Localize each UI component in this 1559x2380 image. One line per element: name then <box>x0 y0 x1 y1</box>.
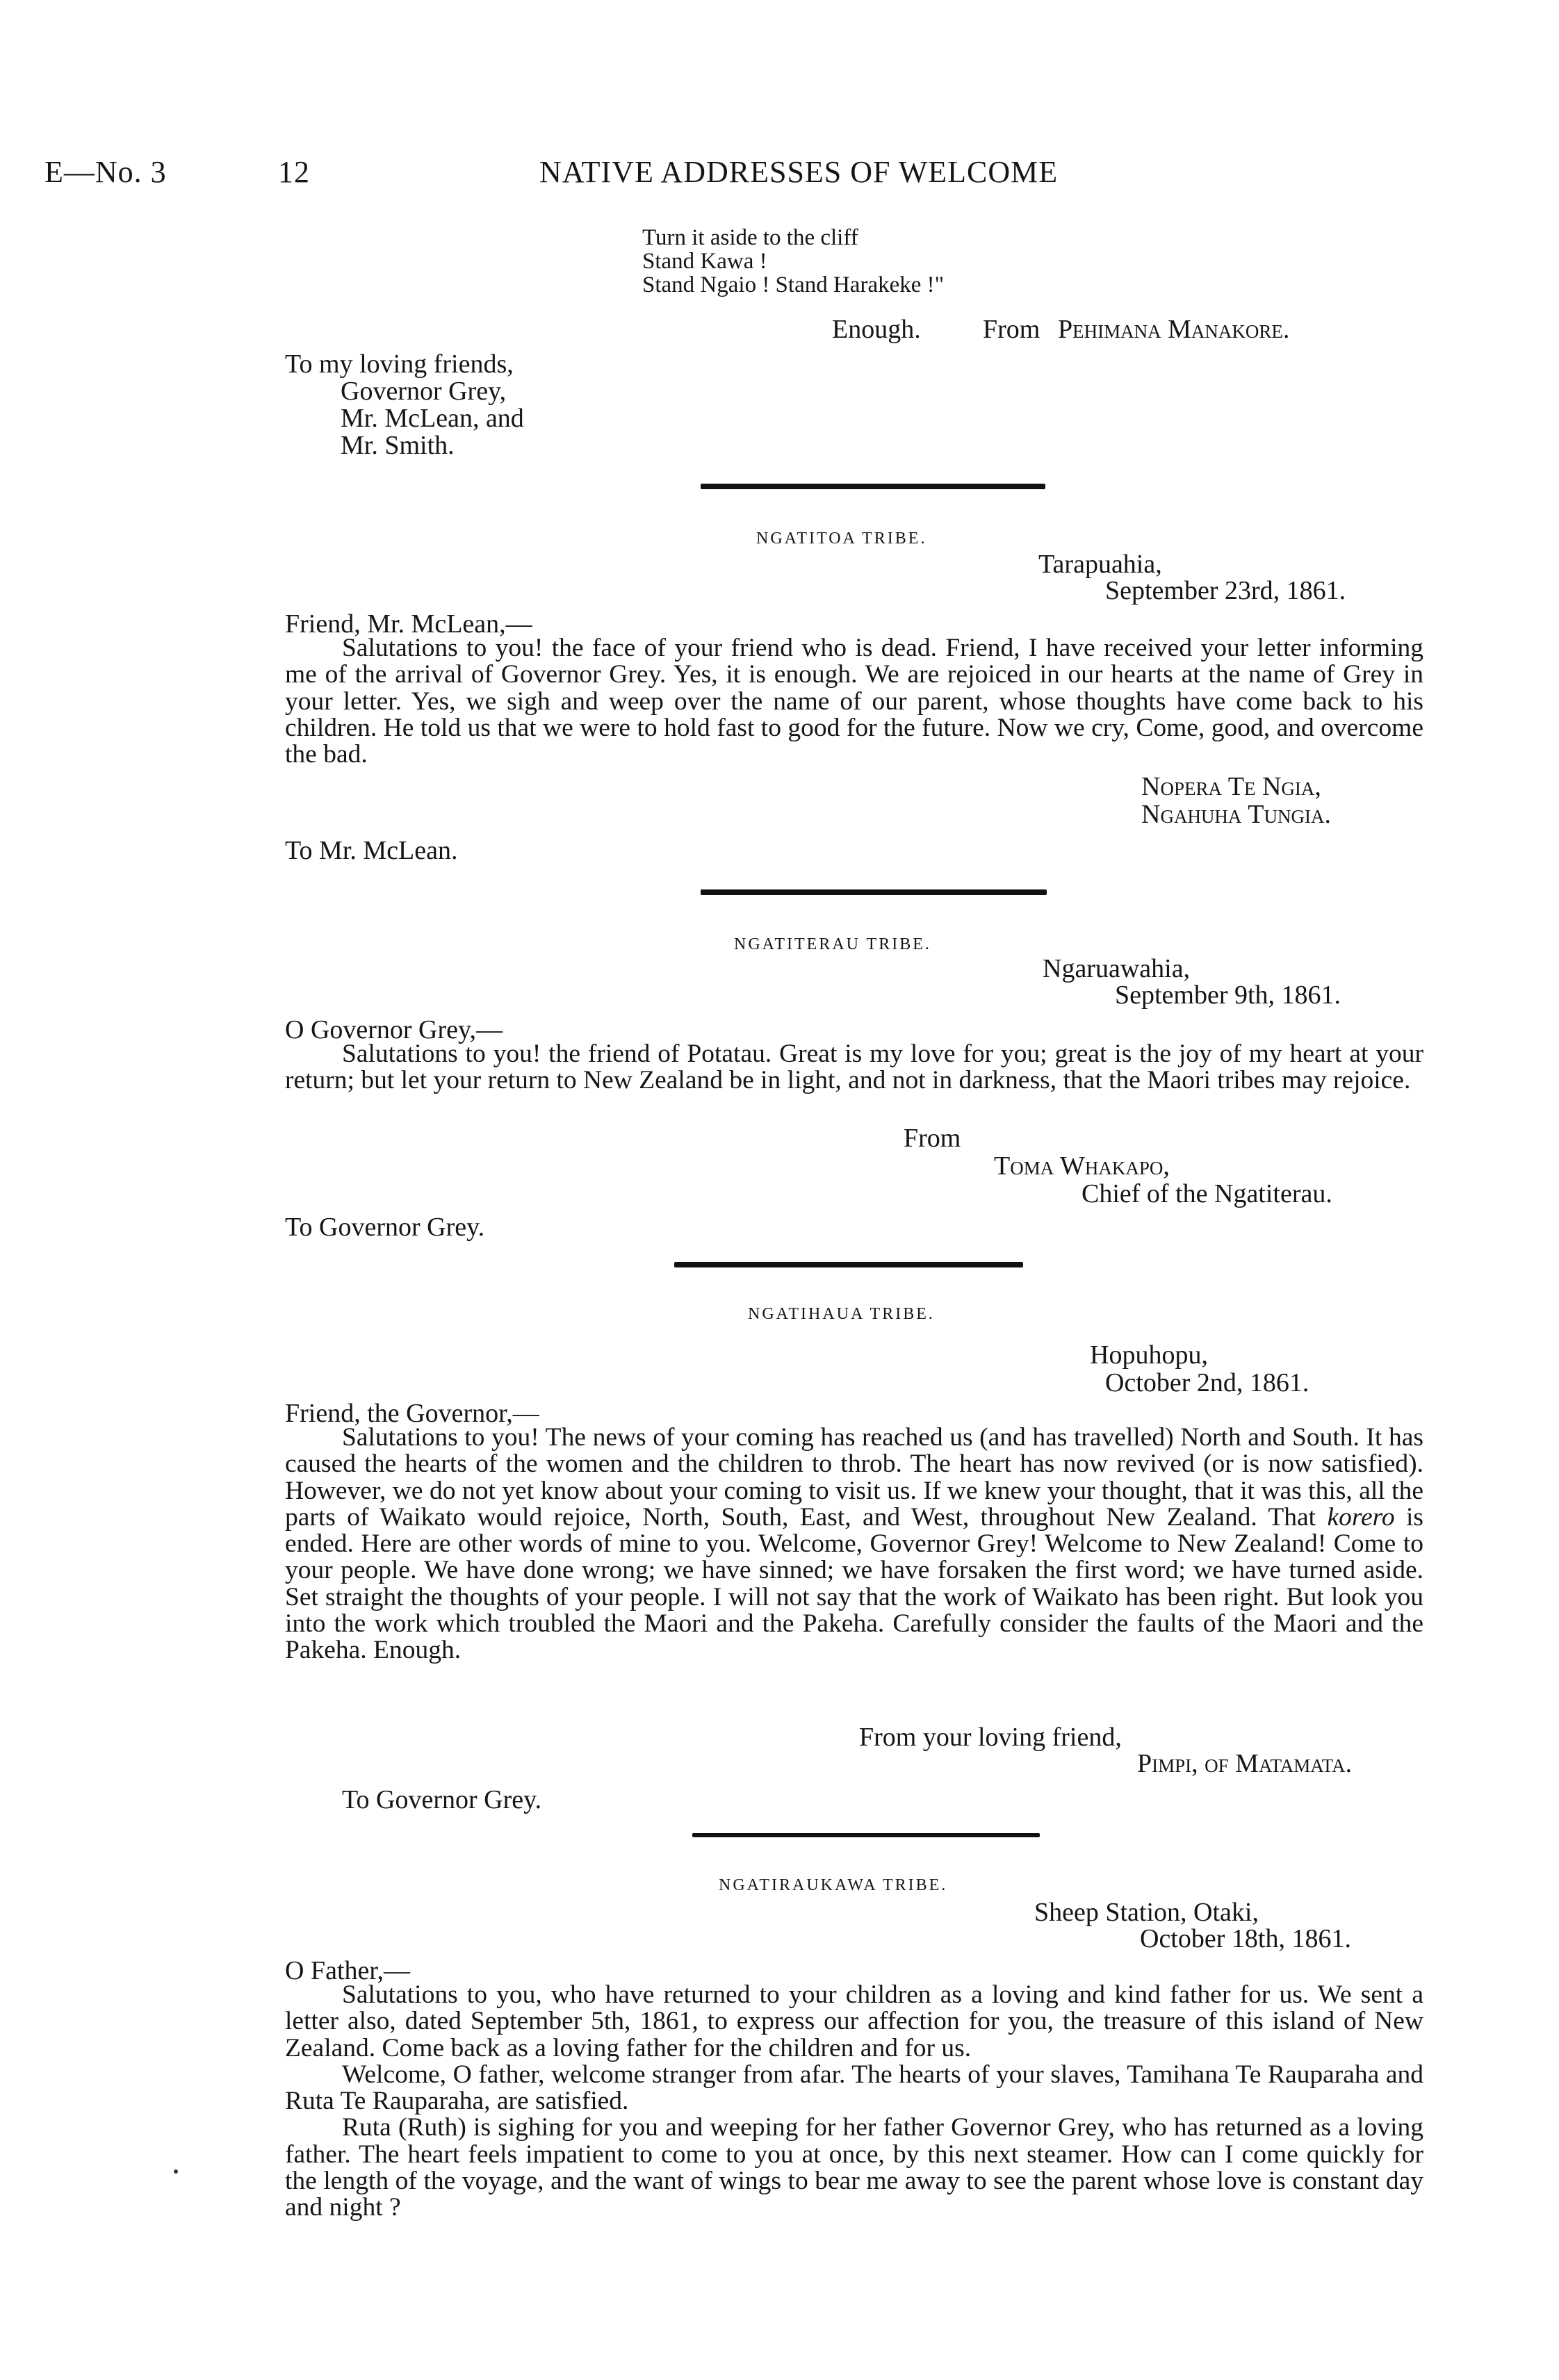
poem-closing: Enough. <box>832 315 921 344</box>
signature: Nopera Te Ngia, <box>1141 772 1321 801</box>
letter-recipient: To Mr. McLean. <box>285 836 458 865</box>
margin-dot <box>174 2169 178 2174</box>
letter-body <box>285 1041 1423 1094</box>
from-label: From <box>904 1124 961 1153</box>
letter-date: September 23rd, 1861. <box>1105 576 1346 605</box>
tribe-heading: NGATITERAU TRIBE. <box>734 935 931 953</box>
letter-paragraph: Salutations to you! the friend of Potatau. Great is my love for you; great is the joy of my heart at your return; but let your return to New Zealand be in light, and not in darkness, that the Maori tribes may rejoice. <box>285 1040 1423 1095</box>
recipient-line: To my loving friends, <box>285 350 514 379</box>
letter-paragraph: Salutations to you! the face of your friend who is dead. Friend, I have received your letter informing me of the arrival of Governor Grey. Yes, it is enough. We are rejoiced in our hearts at the name of Grey in your letter. Yes, we sigh and weep over the name of our parent, whose thoughts have come back to his children. He told us that we were to hold fast to good for the future. Now we cry, Come, good, and overcome the bad. <box>285 634 1423 769</box>
section-divider <box>674 1262 1023 1267</box>
letter-place: Tarapuahia, <box>1038 550 1162 579</box>
signature: Ngahuha Tungia. <box>1141 800 1331 829</box>
letter-salutation: Friend, Mr. McLean,— <box>285 609 532 639</box>
tribe-heading: NGATITOA TRIBE. <box>756 530 927 548</box>
paragraph-text: Salutations to you! The news of your coming has reached us (and has travelled) North and South. It has caused the hearts of the women and the children to throb. The heart has now revived (or is now satisfied). However, we do not yet know about your coming to visit us. If we knew your thought, that it was this, all the parts of Waikato would rejoice, North, South, East, and West, throughout New Zealand. That <box>285 1423 1423 1532</box>
tribe-heading: NGATIHAUA TRIBE. <box>748 1305 935 1323</box>
letter-place: Sheep Station, Otaki, <box>1034 1898 1259 1927</box>
letter-date: September 9th, 1861. <box>1115 980 1341 1010</box>
letter-closing: From your loving friend, <box>859 1723 1122 1752</box>
section-reference: E—No. 3 <box>44 155 167 189</box>
signature: Pimpi, of Matamata. <box>1137 1749 1353 1778</box>
poem-line: Stand Ngaio ! Stand Harakeke !" <box>642 272 945 297</box>
letter-date: October 2nd, 1861. <box>1105 1368 1309 1397</box>
letter-paragraph: Welcome, O father, welcome stranger from afar. The hearts of your slaves, Tamihana Te Rauparaha and Ruta Te Rauparaha, are satisfied. <box>285 2060 1423 2116</box>
letter-body <box>285 1982 1423 2222</box>
letter-paragraph: Ruta (Ruth) is sighing for you and weeping for her father Governor Grey, who has returned as a loving father. The heart feels impatient to come to you at once, by this next steamer. How can I come quickly for the length of the voyage, and the want of wings to bear me away to see the parent whose love is constant day and night ? <box>285 2113 1423 2222</box>
page-number: 12 <box>278 155 310 189</box>
letter-recipient: To Governor Grey. <box>285 1213 485 1242</box>
signature: Pehimana Manakore. <box>1058 315 1290 344</box>
section-divider <box>701 484 1045 489</box>
poem-line: Stand Kawa ! <box>642 249 767 274</box>
from-label: From <box>983 315 1040 344</box>
letter-paragraph <box>285 1425 1423 1664</box>
letter-place: Ngaruawahia, <box>1043 954 1191 983</box>
letter-paragraph: Salutations to you, who have returned to your children as a loving and kind father for us. We sent a letter also, dated September 5th, 1861, to express our affection for you, the treasure of this island of New Zealand. Come back as a loving father for the children and for us. <box>285 1980 1423 2062</box>
paragraph-text: is ended. Here are other words of mine to you. Welcome, Governor Grey! Welcome to New Zealand! Come to your people. We have done wrong; we have sinned; we have forsaken the first word; we have turned aside. Set straight the thoughts of your people. I will not say that the work of Waikato has been right. But look you into the work which troubled the Maori and the Pakeha. Carefully consider the faults of the Maori and the Pakeha. Enough. <box>285 1502 1423 1665</box>
letter-place: Hopuhopu, <box>1090 1340 1208 1370</box>
letter-body <box>285 1425 1423 1664</box>
signature-title: Chief of the Ngatiterau. <box>1081 1179 1332 1208</box>
tribe-heading: NGATIRAUKAWA TRIBE. <box>719 1876 948 1894</box>
letter-salutation: O Father,— <box>285 1956 410 1985</box>
poem-line: Turn it aside to the cliff <box>642 225 858 250</box>
recipient-line: Mr. McLean, and <box>341 404 524 433</box>
letter-salutation: O Governor Grey,— <box>285 1015 503 1044</box>
page-title: NATIVE ADDRESSES OF WELCOME <box>539 155 1059 189</box>
section-divider <box>692 1833 1040 1837</box>
recipient-line: Mr. Smith. <box>341 431 455 460</box>
paragraph-italic-word: korero <box>1327 1502 1395 1532</box>
signature: Toma Whakapo, <box>994 1151 1170 1181</box>
letter-body <box>285 635 1423 768</box>
letter-recipient: To Governor Grey. <box>342 1785 542 1814</box>
letter-salutation: Friend, the Governor,— <box>285 1399 539 1428</box>
section-divider <box>701 889 1047 895</box>
recipient-line: Governor Grey, <box>341 377 507 406</box>
letter-date: October 18th, 1861. <box>1140 1924 1351 1953</box>
